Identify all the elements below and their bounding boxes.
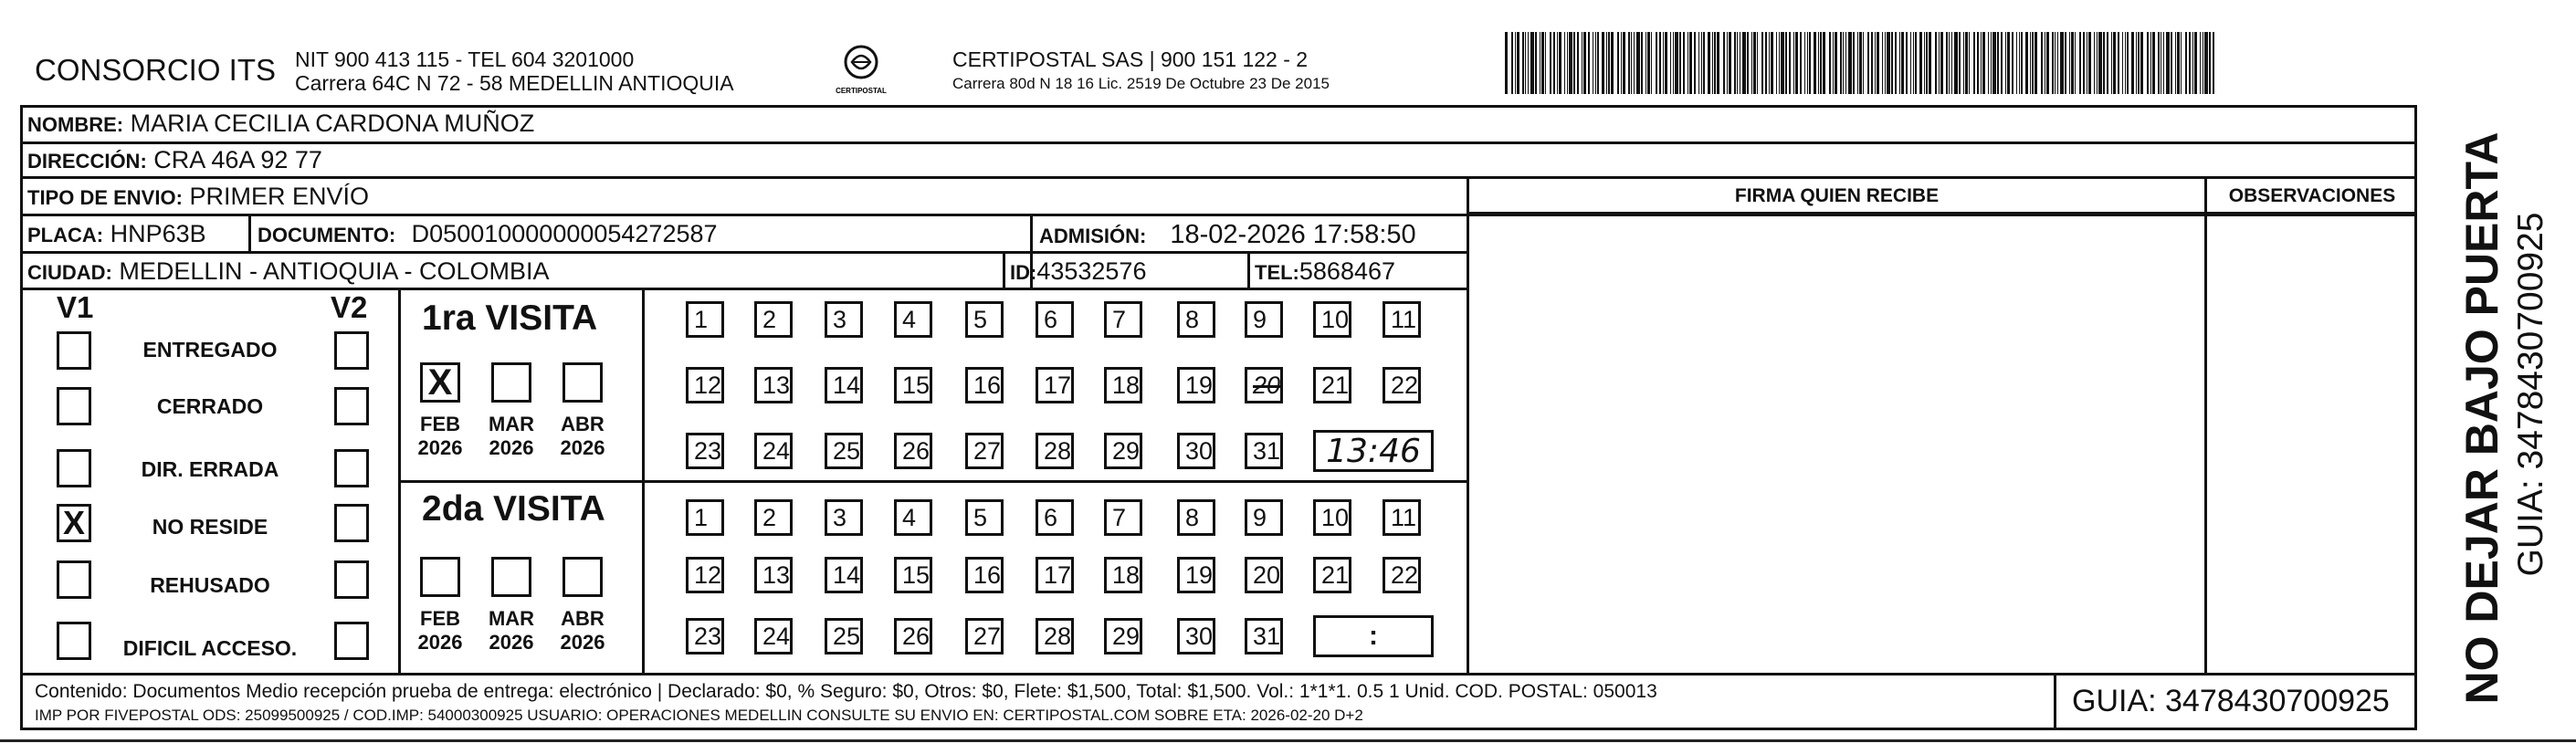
tipo-envio-label: TIPO DE ENVIO:: [27, 186, 183, 209]
footer-line2: IMP POR FIVEPOSTAL ODS: 25099500925 / COD.IMP: 54000300925 USUARIO: OPERACIONES MEDELLIN CONSULTE SU ENVIO EN: CERTIPOSTAL.COM SOBRE ETA: 2026-02-20 D+2: [35, 707, 1363, 724]
v2-checkbox[interactable]: [334, 387, 369, 425]
month-year: 2026: [417, 631, 463, 654]
month-checkbox-second[interactable]: [491, 557, 531, 597]
admision-label: ADMISIÓN:: [1039, 225, 1147, 247]
svg-text:CERTIPOSTAL: CERTIPOSTAL: [836, 87, 887, 95]
firma-header: FIRMA QUIEN RECIBE: [1734, 185, 1940, 206]
month-year: 2026: [560, 436, 605, 459]
day-box-second[interactable]: 23: [686, 618, 724, 655]
certipostal-logo: [834, 40, 888, 102]
tel-label: TEL:: [1255, 261, 1299, 284]
day-box-first[interactable]: 2: [754, 301, 793, 338]
day-box-second[interactable]: 24: [754, 618, 793, 655]
day-box-second[interactable]: 17: [1036, 557, 1074, 593]
time-box-second[interactable]: :: [1313, 615, 1434, 657]
day-box-first[interactable]: 18: [1104, 367, 1142, 403]
day-box-first[interactable]: 31: [1245, 433, 1283, 469]
admision-value: 18-02-2026 17:58:50: [1170, 220, 1416, 249]
v2-checkbox[interactable]: [334, 449, 369, 487]
status-label: NO RESIDE: [152, 515, 268, 539]
recipient-name: MARIA CECILIA CARDONA MUÑOZ: [130, 110, 535, 137]
placa-label: PLACA:: [27, 224, 104, 246]
carrier-address: Carrera 80d N 18 16 Lic. 2519 De Octubre 23 De 2015: [952, 75, 1330, 92]
v2-checkbox[interactable]: [334, 560, 369, 599]
day-box-first[interactable]: 19: [1177, 367, 1215, 403]
direccion-label: DIRECCIÓN:: [27, 150, 147, 173]
nombre-label: NOMBRE:: [27, 113, 124, 136]
day-box-second[interactable]: 12: [686, 557, 724, 593]
month-checkbox-second[interactable]: [420, 557, 460, 597]
day-box-first[interactable]: 23: [686, 433, 724, 469]
month-label: ABR: [561, 413, 605, 435]
day-box-second[interactable]: 20: [1245, 557, 1283, 593]
day-box-second[interactable]: 8: [1177, 499, 1215, 536]
signature-area[interactable]: [1472, 217, 2203, 672]
v2-checkbox[interactable]: [334, 622, 369, 660]
day-box-first[interactable]: 30: [1177, 433, 1215, 469]
status-label: DIR. ERRADA: [141, 457, 279, 481]
day-box-second[interactable]: 3: [825, 499, 863, 536]
day-box-second[interactable]: 2: [754, 499, 793, 536]
side-guia: GUIA: 3478430700925: [2511, 212, 2550, 577]
month-label: MAR: [488, 607, 535, 630]
month-label: ABR: [561, 607, 605, 630]
tel-value: 5868467: [1299, 257, 1396, 285]
status-label: REHUSADO: [150, 573, 270, 597]
day-box-first[interactable]: 8: [1177, 301, 1215, 338]
observaciones-area[interactable]: [2210, 217, 2413, 672]
time-box-first[interactable]: 13:46: [1313, 430, 1434, 472]
day-box-first[interactable]: 15: [894, 367, 932, 403]
day-box-first[interactable]: 17: [1036, 367, 1074, 403]
ciudad-label: CIUDAD:: [27, 261, 112, 284]
v1-checkbox[interactable]: [57, 387, 91, 425]
day-box-second[interactable]: 15: [894, 557, 932, 593]
day-box-second[interactable]: 26: [894, 618, 932, 655]
barcode: [1505, 32, 2228, 94]
v1-checkbox[interactable]: [57, 449, 91, 487]
day-box-second[interactable]: 11: [1383, 499, 1421, 536]
day-box-first[interactable]: 16: [965, 367, 1004, 403]
month-year: 2026: [560, 631, 605, 654]
day-box-second[interactable]: 10: [1313, 499, 1351, 536]
first-visit-title: 1ra VISITA: [422, 298, 598, 338]
month-year: 2026: [489, 436, 534, 459]
day-box-second[interactable]: 21: [1313, 557, 1351, 593]
documento-label: DOCUMENTO:: [258, 224, 396, 246]
placa-value: HNP63B: [110, 220, 206, 247]
day-box-first[interactable]: 11: [1383, 301, 1421, 338]
v1-checkbox[interactable]: [57, 622, 91, 660]
documento-value: D050010000000054272587: [411, 220, 718, 247]
month-label: FEB: [420, 413, 460, 435]
v1-checkbox[interactable]: [57, 560, 91, 599]
day-box-second[interactable]: 5: [965, 499, 1004, 536]
month-checkbox-first[interactable]: X: [420, 362, 460, 403]
day-box-second[interactable]: 29: [1104, 618, 1142, 655]
day-box-first[interactable]: 20: [1245, 367, 1283, 403]
id-label: ID:: [1010, 261, 1037, 284]
day-box-second[interactable]: 22: [1383, 557, 1421, 593]
recipient-address: CRA 46A 92 77: [153, 146, 322, 173]
day-box-second[interactable]: 13: [754, 557, 793, 593]
month-checkbox-first[interactable]: [491, 362, 531, 403]
day-box-first[interactable]: 14: [825, 367, 863, 403]
day-box-second[interactable]: 6: [1036, 499, 1074, 536]
sender-company: CONSORCIO ITS: [35, 53, 277, 87]
day-box-second[interactable]: 9: [1245, 499, 1283, 536]
day-box-second[interactable]: 19: [1177, 557, 1215, 593]
day-box-first[interactable]: 22: [1383, 367, 1421, 403]
v2-label: V2: [331, 290, 368, 324]
day-box-first[interactable]: 13: [754, 367, 793, 403]
v2-checkbox[interactable]: [334, 331, 369, 370]
sender-address: Carrera 64C N 72 - 58 MEDELLIN ANTIOQUIA: [295, 71, 734, 95]
status-label: ENTREGADO: [142, 338, 278, 361]
sender-nit: NIT 900 413 115 - TEL 604 3201000: [295, 47, 635, 71]
day-box-second[interactable]: 16: [965, 557, 1004, 593]
v1-label: V1: [57, 290, 94, 324]
day-box-first[interactable]: 7: [1104, 301, 1142, 338]
day-box-first[interactable]: 4: [894, 301, 932, 338]
day-box-first[interactable]: 28: [1036, 433, 1074, 469]
day-box-second[interactable]: 18: [1104, 557, 1142, 593]
day-box-first[interactable]: 3: [825, 301, 863, 338]
observaciones-header: OBSERVACIONES: [2228, 185, 2396, 206]
day-box-first[interactable]: 27: [965, 433, 1004, 469]
tipo-envio: PRIMER ENVÍO: [189, 183, 369, 210]
day-box-first[interactable]: 29: [1104, 433, 1142, 469]
day-box-second[interactable]: 7: [1104, 499, 1142, 536]
month-label: FEB: [420, 607, 460, 630]
day-box-second[interactable]: 28: [1036, 618, 1074, 655]
month-year: 2026: [489, 631, 534, 654]
day-box-first[interactable]: 25: [825, 433, 863, 469]
side-warning: NO DEJAR BAJO PUERTA: [2456, 131, 2508, 705]
day-box-first[interactable]: 26: [894, 433, 932, 469]
v1-checkbox[interactable]: X: [57, 504, 91, 542]
day-box-first[interactable]: 9: [1245, 301, 1283, 338]
id-value: 43532576: [1036, 257, 1147, 285]
day-box-first[interactable]: 1: [686, 301, 724, 338]
day-box-first[interactable]: 10: [1313, 301, 1351, 338]
v1-checkbox[interactable]: [57, 331, 91, 370]
second-visit-title: 2da VISITA: [422, 489, 605, 529]
day-box-second[interactable]: 1: [686, 499, 724, 536]
day-box-first[interactable]: 24: [754, 433, 793, 469]
day-box-second[interactable]: 14: [825, 557, 863, 593]
day-box-second[interactable]: 4: [894, 499, 932, 536]
day-box-first[interactable]: 21: [1313, 367, 1351, 403]
v2-checkbox[interactable]: [334, 504, 369, 542]
month-checkbox-first[interactable]: [563, 362, 603, 403]
footer-line1: Contenido: Documentos Medio recepción prueba de entrega: electrónico | Declarado: $0, % Seguro: $0, Otros: $0, Flete: $1,500, Total: $1,500. Vol.: 1*1*1. 0.5 1 Unid. COD. POSTAL: 050013: [35, 681, 1657, 702]
month-year: 2026: [417, 436, 463, 459]
guia-box: GUIA: 3478430700925: [2072, 684, 2390, 718]
day-box-first[interactable]: 12: [686, 367, 724, 403]
day-box-second[interactable]: 27: [965, 618, 1004, 655]
day-box-second[interactable]: 30: [1177, 618, 1215, 655]
carrier-name: CERTIPOSTAL SAS | 900 151 122 - 2: [952, 47, 1309, 71]
month-label: MAR: [488, 413, 535, 435]
ciudad-value: MEDELLIN - ANTIOQUIA - COLOMBIA: [119, 257, 550, 285]
day-box-second[interactable]: 25: [825, 618, 863, 655]
day-box-second[interactable]: 31: [1245, 618, 1283, 655]
status-label: DIFICIL ACCESO.: [122, 636, 298, 660]
month-checkbox-second[interactable]: [563, 557, 603, 597]
status-label: CERRADO: [156, 394, 264, 418]
day-box-first[interactable]: 6: [1036, 301, 1074, 338]
day-box-first[interactable]: 5: [965, 301, 1004, 338]
